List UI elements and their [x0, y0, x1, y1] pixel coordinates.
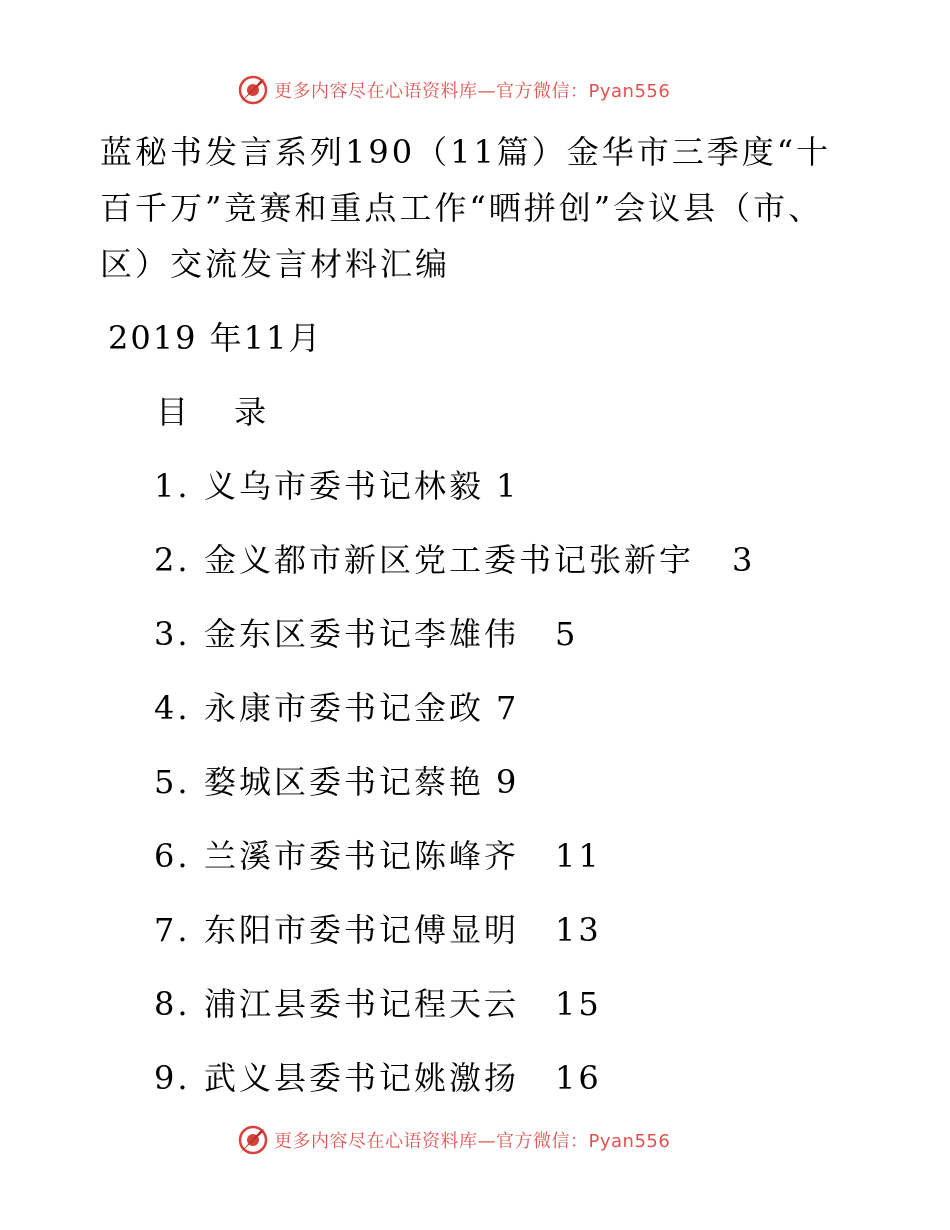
toc-item[interactable]	[154, 754, 755, 828]
toc-item-page: 3	[732, 541, 756, 579]
toc-item-title: 金义都市新区党工委书记张新宇	[204, 541, 695, 579]
document-title: 蓝秘书发言系列190（11篇）金华市三季度“十百千万”竞赛和重点工作“晒拼创”会议县（市、区）交流发言材料汇编	[100, 133, 832, 283]
toc-item-title: 兰溪市委书记陈峰齐	[204, 837, 520, 875]
toc-item-number: 8.	[154, 985, 191, 1023]
toc-item[interactable]	[154, 828, 755, 902]
toc-item-number: 9.	[154, 1059, 191, 1097]
watermark-header	[236, 72, 670, 108]
toc-item-number: 4.	[154, 689, 191, 727]
watermark-text: 更多内容尽在心语资料库—官方微信：Pyan556	[274, 81, 671, 102]
toc-item-number: 6.	[154, 837, 191, 875]
toc-item-title: 浦江县委书记程天云	[204, 985, 520, 1023]
toc-item[interactable]	[154, 458, 755, 532]
document-date: 2019 年11月	[108, 319, 323, 357]
toc-heading: 目 录	[156, 393, 285, 431]
toc-item[interactable]	[154, 976, 755, 1050]
toc-item-title: 金东区委书记李雄伟	[204, 615, 520, 653]
toc-item-title: 婺城区委书记蔡艳	[204, 763, 485, 801]
toc-item[interactable]	[154, 1050, 755, 1124]
table-of-contents	[154, 458, 755, 1124]
toc-item[interactable]	[154, 680, 755, 754]
toc-item-title: 东阳市委书记傅显明	[204, 911, 520, 949]
toc-item-title: 武义县委书记姚激扬	[204, 1059, 520, 1097]
watermark-text: 更多内容尽在心语资料库—官方微信：Pyan556	[274, 1131, 671, 1152]
toc-item-number: 7.	[154, 911, 191, 949]
pen-logo-icon	[236, 73, 270, 107]
toc-item-page: 7	[496, 689, 520, 727]
watermark-footer	[236, 1122, 670, 1158]
toc-item-number: 2.	[154, 541, 191, 579]
pen-logo-icon	[236, 1123, 270, 1157]
toc-item-page: 1	[496, 467, 520, 505]
toc-item-page: 5	[555, 615, 579, 653]
toc-item[interactable]	[154, 606, 755, 680]
toc-item-page: 11	[555, 837, 602, 875]
toc-item-number: 5.	[154, 763, 191, 801]
toc-item-page: 15	[555, 985, 602, 1023]
toc-item[interactable]	[154, 532, 755, 606]
toc-item-title: 永康市委书记金政	[204, 689, 485, 727]
toc-item[interactable]	[154, 902, 755, 976]
toc-item-page: 13	[555, 911, 602, 949]
toc-item-page: 9	[496, 763, 520, 801]
toc-item-number: 3.	[154, 615, 191, 653]
toc-item-page: 16	[555, 1059, 602, 1097]
toc-item-title: 义乌市委书记林毅	[204, 467, 485, 505]
toc-item-number: 1.	[154, 467, 191, 505]
